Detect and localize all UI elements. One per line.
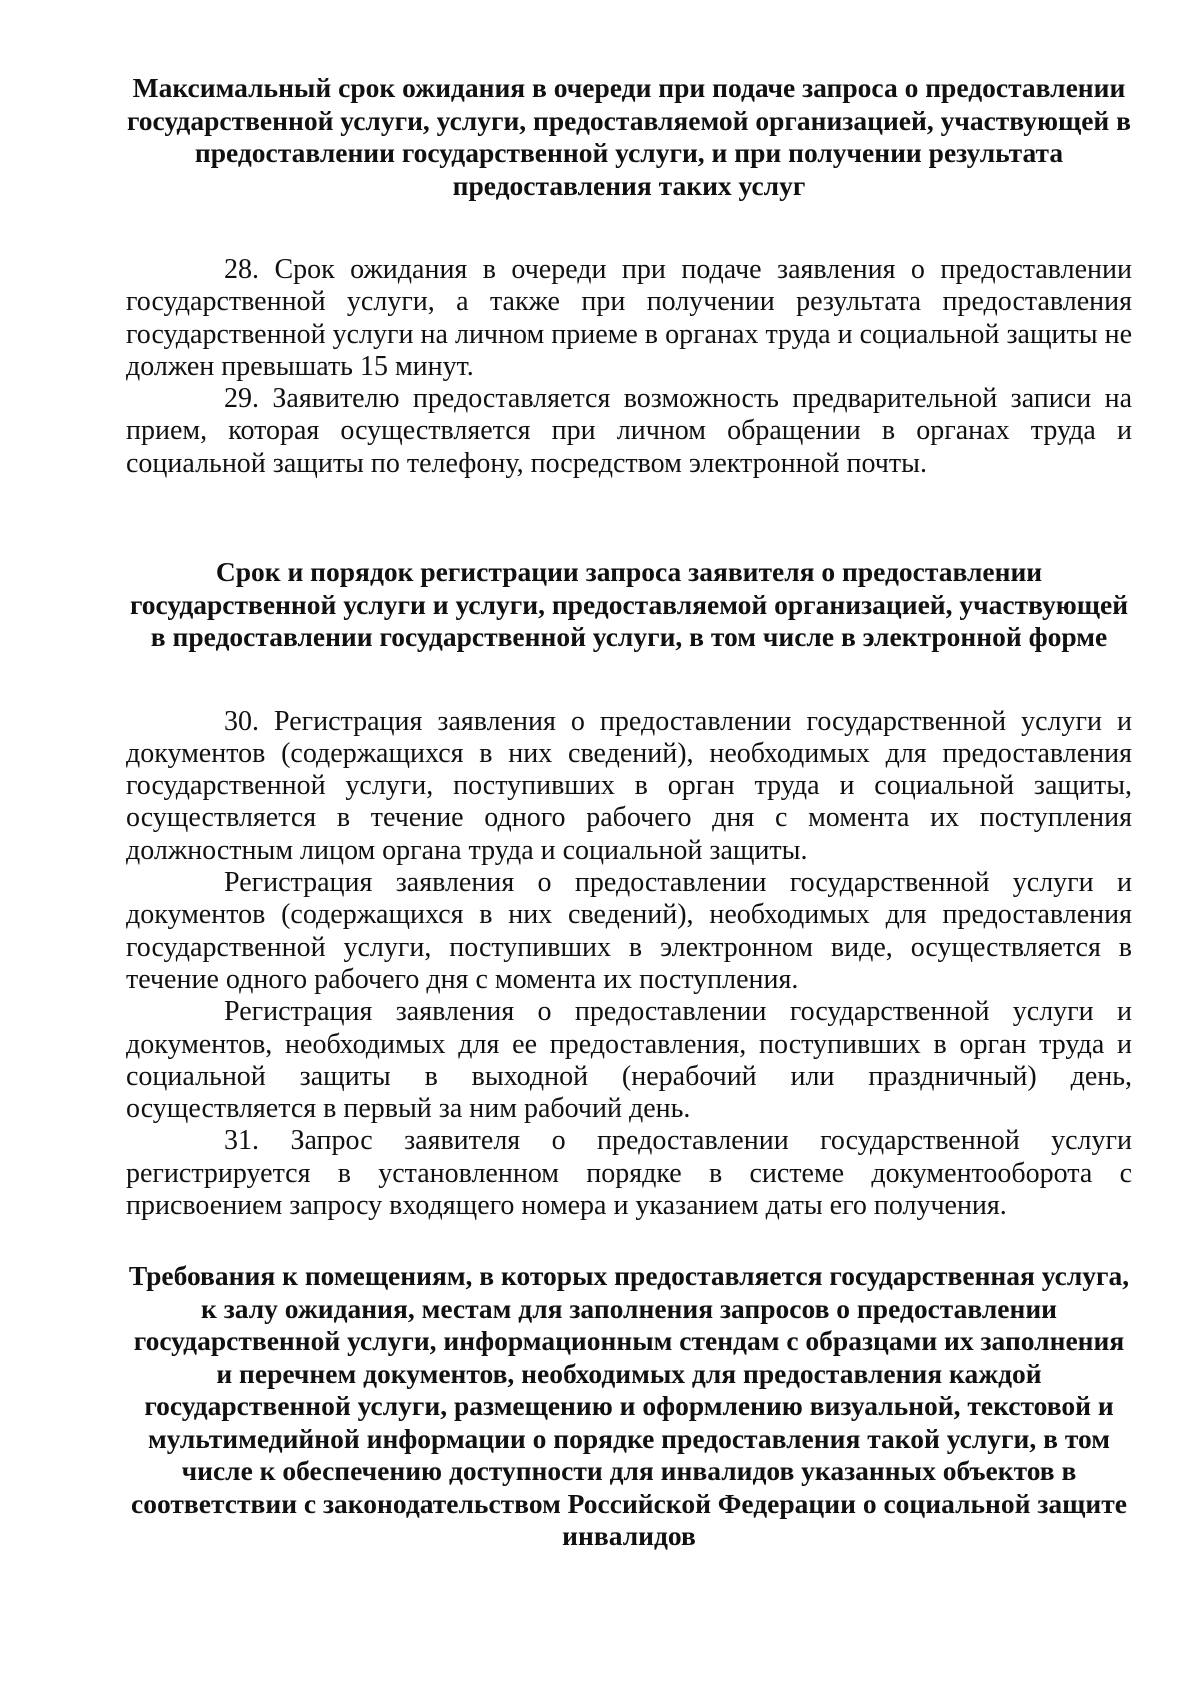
paragraph-30: 30. Регистрация заявления о предоставлении государственной услуги и документов (содержащихся в них сведений), необходимых для предоставления государственной услуги, поступивших в орган труда и социальной защиты, осуществляется в течение одного рабочего дня с момента их поступления должностным лицом органа труда и социальной защиты.	[126, 705, 1132, 866]
section-heading-queue-time: Максимальный срок ожидания в очереди при подаче запроса о предоставлении государственной услуги, услуги, предоставляемой организацией, участвующей в предоставлении государственной услуги, и при получении результата предоставления таких услуг	[127, 72, 1131, 201]
paragraph-30-holiday: Регистрация заявления о предоставлении государственной услуги и документов, необходимых для ее предоставления, поступивших в орган труда и социальной защиты в выходной (нерабочий или праздничный) день, осуществляется в первый за ним рабочий день.	[126, 996, 1132, 1125]
paragraph-28: 28. Срок ожидания в очереди при подаче заявления о предоставлении государственной услуги, а также при получении результата предоставления государственной услуги на личном приеме в органах труда и социальной защиты не должен превышать 15 минут.	[126, 254, 1132, 382]
section-heading-registration: Срок и порядок регистрации запроса заявителя о предоставлении государственной услуги и услуги, предоставляемой организацией, участвующей в предоставлении государственной услуги, в том числе в электронной форме	[129, 556, 1129, 653]
document-page	[126, 72, 1132, 1553]
paragraph-29: 29. Заявителю предоставляется возможность предварительной записи на прием, которая осуществляется при личном обращении в органах труда и социальной защиты по телефону, посредством электронной почты.	[126, 383, 1132, 479]
section-heading-premises: Требования к помещениям, в которых предоставляется государственная услуга, к залу ожидания, местам для заполнения запросов о предоставлении государственной услуги, информационным стендам с образцами их заполнения и перечнем документов, необходимых для предоставления каждой государственной услуги, размещению и оформлению визуальной, текстовой и мультимедийной информации о порядке предоставления такой услуги, в том числе к обеспечению доступности для инвалидов указанных объектов в соответствии с законодательством Российской Федерации о социальной защите инвалидов	[128, 1260, 1130, 1552]
paragraph-31: 31. Запрос заявителя о предоставлении государственной услуги регистрируется в установленном порядке в системе документооборота с присвоением запросу входящего номера и указанием даты его получения.	[126, 1125, 1132, 1222]
paragraph-30-electronic: Регистрация заявления о предоставлении государственной услуги и документов (содержащихся в них сведений), необходимых для предоставления государственной услуги, поступивших в электронном виде, осуществляется в течение одного рабочего дня с момента их поступления.	[126, 867, 1132, 995]
